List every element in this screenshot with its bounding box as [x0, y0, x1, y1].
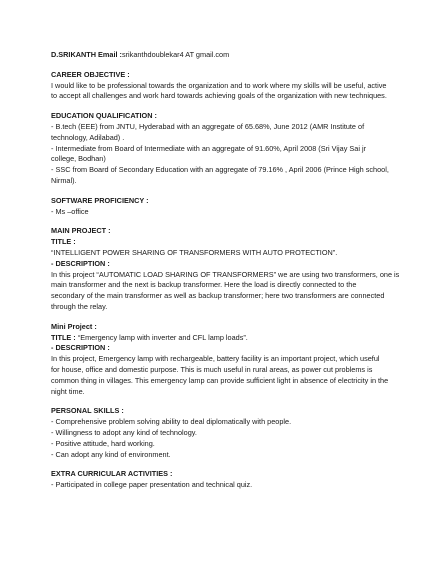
- personal-skills-heading: PERSONAL SKILLS :: [51, 406, 124, 416]
- text-line: main transformer and the next is backup transformer. Here the load is directly connected to the: [51, 280, 357, 290]
- education-line: technology, Adilabad) .: [51, 132, 125, 142]
- education-heading: EDUCATION QUALIFICATION :: [51, 111, 157, 121]
- software-section: [51, 196, 396, 218]
- extra-curricular-section: [51, 469, 396, 491]
- skill-item: - Positive attitude, hard working.: [51, 438, 155, 448]
- extra-curricular-heading: EXTRA CURRICULAR ACTIVITIES :: [51, 469, 173, 479]
- main-project-title-label: TITLE :: [51, 237, 76, 247]
- text-line: In this project “AUTOMATIC LOAD SHARING OF TRANSFORMERS” we are using two transformers, one is: [51, 269, 400, 279]
- mini-project-heading: Mini Project :: [51, 321, 97, 331]
- mini-project-section: [51, 322, 396, 398]
- skill-item: - Willingness to adopt any kind of technology.: [51, 427, 197, 437]
- mini-project-title-row: [51, 333, 396, 344]
- education-line: - SSC from Board of Secondary Education with an aggregate of 79.16% , April 2006 (Prince High school,: [51, 165, 389, 175]
- personal-skills-section: [51, 406, 396, 460]
- text-line: common thing in villages. This emergency lamp can provide sufficient light in absence of electricity in the: [51, 375, 389, 385]
- career-objective-section: [51, 70, 396, 102]
- skill-item: - Comprehensive problem solving ability to deal diplomatically with people.: [51, 417, 292, 427]
- email-label: Email :: [98, 50, 122, 59]
- mini-project-title: “Emergency lamp with inverter and CFL lamp loads”.: [77, 332, 248, 342]
- main-project-title: “INTELLIGENT POWER SHARING OF TRANSFORMERS WITH AUTO PROTECTION”.: [51, 247, 338, 257]
- main-project-heading: MAIN PROJECT :: [51, 226, 111, 236]
- software-heading: SOFTWARE PROFICIENCY :: [51, 195, 149, 205]
- text-line: to accept all challenges and work hard towards achieving goals of the organization with new techniques.: [51, 91, 387, 101]
- email-value: srikanthdoublekar4 AT gmail.com: [121, 50, 230, 59]
- text-line: night time.: [51, 386, 85, 396]
- activity-item: - Participated in college paper presentation and technical quiz.: [51, 480, 253, 490]
- main-project-section: [51, 226, 400, 312]
- mini-project-title-label: TITLE :: [51, 332, 76, 342]
- text-line: through the relay.: [51, 301, 108, 311]
- education-section: [51, 111, 396, 187]
- education-line: - B.tech (EEE) from JNTU, Hyderabad with an aggregate of 65.68%, June 2012 (AMR Institute of: [51, 121, 365, 131]
- text-line: In this project, Emergency lamp with rechargeable, battery facility is an important project, which useful: [51, 354, 380, 364]
- text-line: for house, office and domestic purpose. This is much useful in rural areas, as power cut problems is: [51, 364, 373, 374]
- mini-project-description-label: - DESCRIPTION :: [51, 343, 110, 353]
- candidate-name: D.SRIKANTH: [51, 50, 96, 59]
- education-line: Nirmal).: [51, 175, 77, 185]
- education-line: college, Bodhan): [51, 154, 106, 164]
- career-objective-heading: CAREER OBJECTIVE :: [51, 69, 130, 79]
- text-line: I would like to be professional towards the organization and to work where my skills will be useful, active: [51, 80, 387, 90]
- text-line: secondary of the main transformer as well as backup transformer; here two transformers are connected: [51, 291, 385, 301]
- resume-header: [51, 50, 396, 61]
- software-line: - Ms –office: [51, 206, 89, 216]
- education-line: - Intermediate from Board of Intermediate with an aggregate of 91.60%, April 2008 (Sri Vijay Sai jr: [51, 143, 367, 153]
- skill-item: - Can adopt any kind of environment.: [51, 449, 171, 459]
- resume-page: [51, 50, 400, 491]
- main-project-description-label: - DESCRIPTION :: [51, 258, 110, 268]
